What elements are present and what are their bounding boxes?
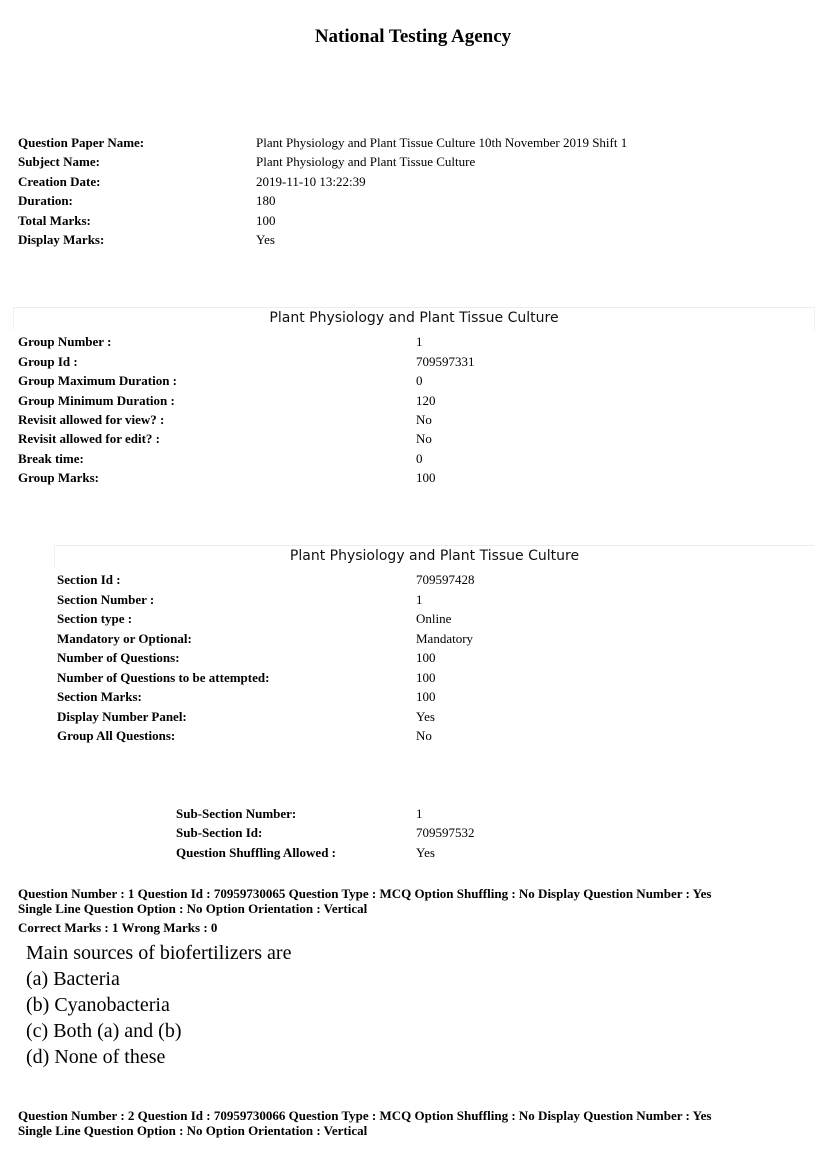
section-label: Display Number Panel: xyxy=(57,709,187,724)
group-label: Break time: xyxy=(18,451,84,466)
page-title: National Testing Agency xyxy=(314,26,512,47)
question-meta-line: Single Line Question Option : No Option Orientation : Vertical xyxy=(18,901,368,916)
group-value: 100 xyxy=(416,470,436,485)
info-value: Yes xyxy=(256,232,275,247)
info-value: 180 xyxy=(256,193,276,208)
info-value: Plant Physiology and Plant Tissue Culture 10th November 2019 Shift 1 xyxy=(256,135,628,150)
info-value: 2019-11-10 13:22:39 xyxy=(256,174,366,189)
section-value: Mandatory xyxy=(416,631,474,646)
section-value: 100 xyxy=(416,670,436,685)
question-option: (d) None of these xyxy=(26,1046,166,1068)
section-value: Yes xyxy=(416,709,435,724)
section-label: Section Marks: xyxy=(57,689,142,704)
question-option: (c) Both (a) and (b) xyxy=(26,1020,182,1042)
question-stem: Main sources of biofertilizers are xyxy=(26,942,292,964)
section-value: 100 xyxy=(416,689,436,704)
info-label: Duration: xyxy=(18,193,73,208)
section-label: Section type : xyxy=(57,611,133,626)
group-label: Revisit allowed for edit? : xyxy=(18,431,161,446)
section-heading: Plant Physiology and Plant Tissue Culture xyxy=(54,545,814,568)
subsection-value: 709597532 xyxy=(416,825,475,840)
section-value: Online xyxy=(416,611,452,626)
group-value: 120 xyxy=(416,393,436,408)
info-label: Subject Name: xyxy=(18,154,100,169)
group-value: No xyxy=(416,431,432,446)
group-value: 0 xyxy=(416,451,423,466)
section-label: Mandatory or Optional: xyxy=(57,631,192,646)
info-label: Question Paper Name: xyxy=(18,135,145,150)
group-label: Group Number : xyxy=(18,334,112,349)
question-option: (a) Bacteria xyxy=(26,968,120,990)
section-value: 100 xyxy=(416,650,436,665)
group-label: Revisit allowed for view? : xyxy=(18,412,165,427)
group-label: Group Id : xyxy=(18,354,78,369)
info-label: Total Marks: xyxy=(18,213,91,228)
question-marks-line: Correct Marks : 1 Wrong Marks : 0 xyxy=(18,920,218,935)
group-label: Group Marks: xyxy=(18,470,100,485)
group-value: 1 xyxy=(416,334,423,349)
info-value: 100 xyxy=(256,213,276,228)
section-value: 1 xyxy=(416,592,423,607)
subsection-value: 1 xyxy=(416,806,423,821)
question-meta-line: Question Number : 2 Question Id : 70959730066 Question Type : MCQ Option Shuffling : No Display Question Number : Yes xyxy=(18,1108,712,1123)
section-value: No xyxy=(416,728,432,743)
subsection-label: Question Shuffling Allowed : xyxy=(176,845,337,860)
question-meta-line: Question Number : 1 Question Id : 70959730065 Question Type : MCQ Option Shuffling : No Display Question Number : Yes xyxy=(18,886,712,901)
section-label: Section Id : xyxy=(57,572,121,587)
section-label: Number of Questions to be attempted: xyxy=(57,670,270,685)
group-label: Group Minimum Duration : xyxy=(18,393,175,408)
info-label: Creation Date: xyxy=(18,174,101,189)
group-label: Group Maximum Duration : xyxy=(18,373,178,388)
info-label: Display Marks: xyxy=(18,232,105,247)
subsection-label: Sub-Section Number: xyxy=(176,806,297,821)
question-option: (b) Cyanobacteria xyxy=(26,994,170,1016)
group-value: 0 xyxy=(416,373,423,388)
group-heading: Plant Physiology and Plant Tissue Culture xyxy=(13,307,815,330)
subsection-label: Sub-Section Id: xyxy=(176,825,263,840)
section-label: Section Number : xyxy=(57,592,155,607)
section-label: Number of Questions: xyxy=(57,650,180,665)
subsection-value: Yes xyxy=(416,845,435,860)
section-value: 709597428 xyxy=(416,572,475,587)
info-value: Plant Physiology and Plant Tissue Culture xyxy=(256,154,476,169)
question-meta-line: Single Line Question Option : No Option Orientation : Vertical xyxy=(18,1123,368,1138)
section-label: Group All Questions: xyxy=(57,728,176,743)
group-value: 709597331 xyxy=(416,354,475,369)
group-value: No xyxy=(416,412,432,427)
